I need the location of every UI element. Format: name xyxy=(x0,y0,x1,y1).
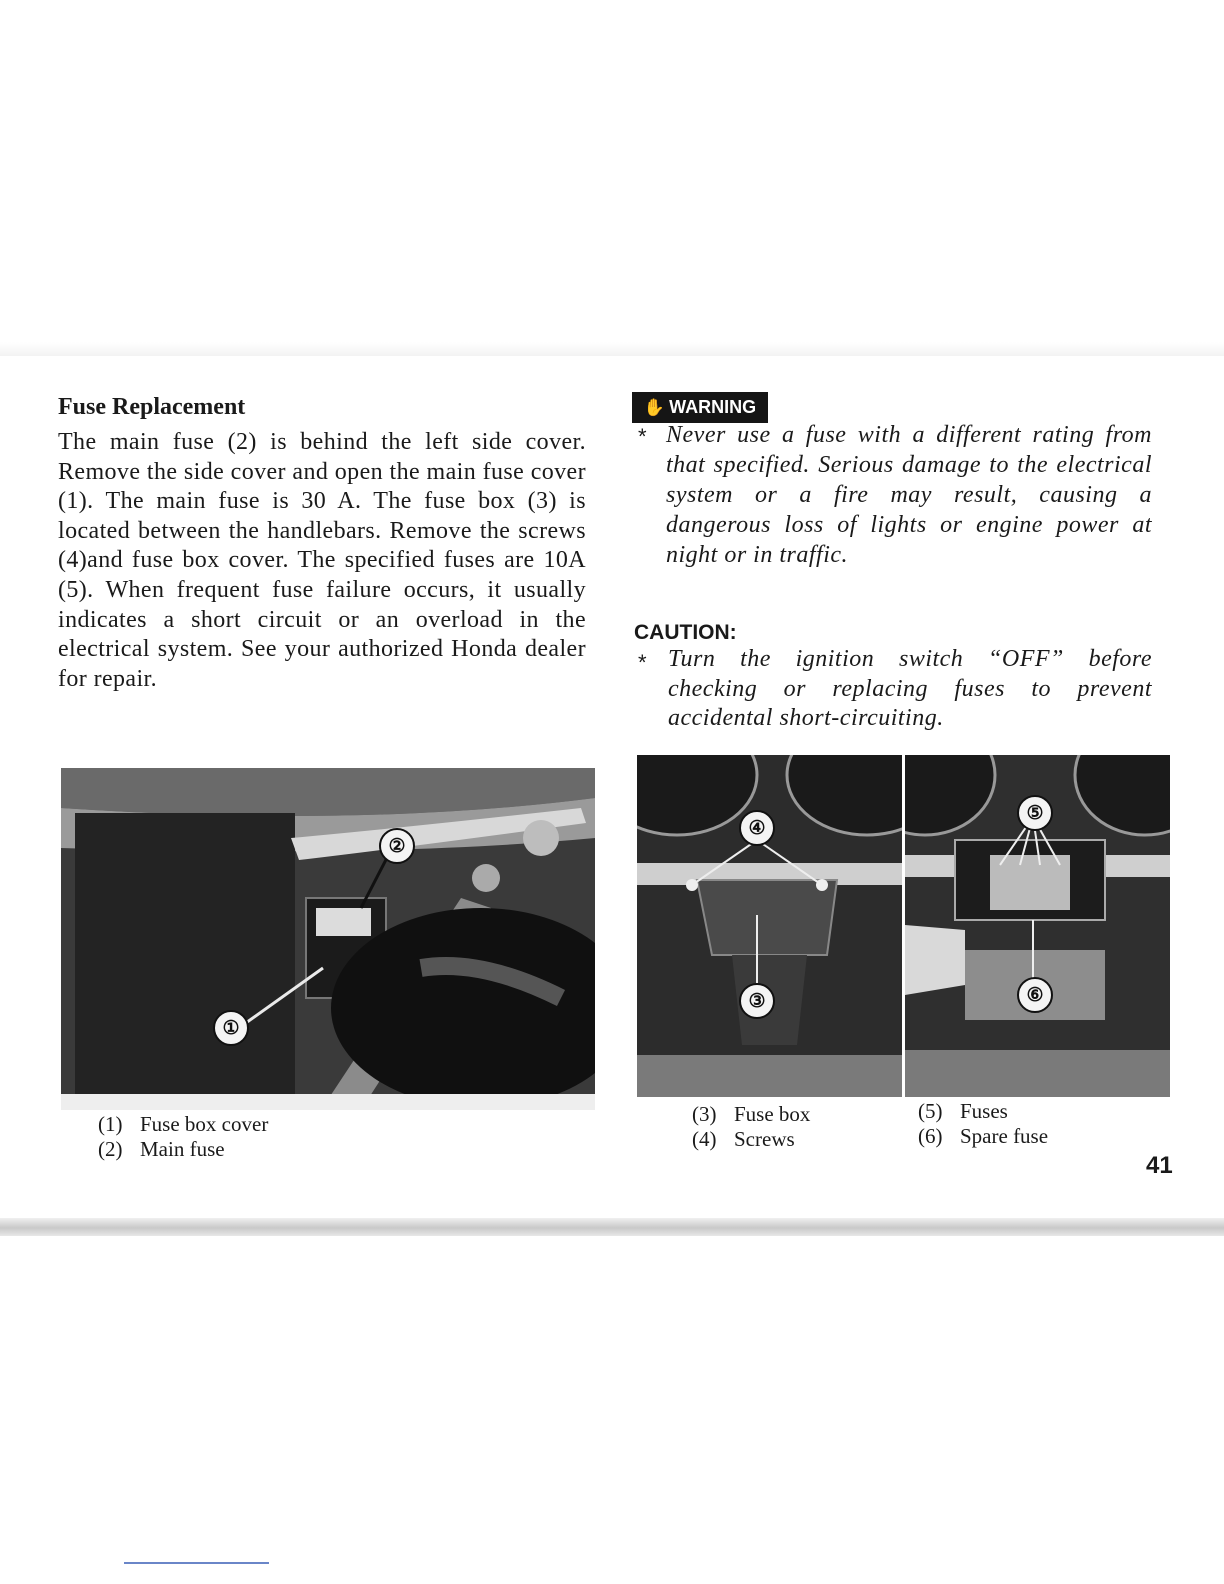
callout-3-icon: ③ xyxy=(739,983,775,1019)
callout-1-icon: ① xyxy=(213,1010,249,1046)
caption-number: (2) xyxy=(98,1137,123,1161)
warning-bullet: * xyxy=(638,424,647,449)
open-fuse-box-photo xyxy=(905,755,1170,1097)
callout-2-icon: ② xyxy=(379,828,415,864)
callout-5-icon: ⑤ xyxy=(1017,795,1053,831)
scan-edge-shadow xyxy=(0,342,1224,356)
main-fuse-photo xyxy=(61,768,595,1110)
caution-bullet: * xyxy=(638,650,647,675)
caution-text: Turn the ignition switch “OFF” before checking or replacing fuses to prevent accidental short-circuiting. xyxy=(668,646,1152,731)
fuse-box-photo-art xyxy=(637,755,902,1097)
caption-number: (1) xyxy=(98,1112,123,1136)
caption-number: (3) xyxy=(692,1102,717,1126)
fuse-box-photo xyxy=(637,755,902,1097)
page-bottom-edge xyxy=(0,1218,1224,1236)
main-fuse-photo-art xyxy=(61,768,595,1110)
caption-item xyxy=(692,1102,810,1127)
caption-text: Fuse box cover xyxy=(140,1112,269,1136)
section-heading: Fuse Replacement xyxy=(58,394,246,420)
caption-number: (6) xyxy=(918,1124,943,1148)
callout-6-icon: ⑥ xyxy=(1017,977,1053,1013)
caption-text: Fuses xyxy=(960,1099,1008,1123)
caption-item xyxy=(918,1124,1048,1149)
caption-text: Fuse box xyxy=(734,1102,811,1126)
warning-label: WARNING xyxy=(669,397,757,417)
hand-warning-icon: ✋ xyxy=(643,397,666,417)
bottom-rule xyxy=(124,1562,269,1564)
caption-number: (5) xyxy=(918,1099,943,1123)
caption-item xyxy=(918,1099,1008,1124)
caption-item xyxy=(692,1127,795,1152)
warning-badge xyxy=(632,392,768,423)
caption-number: (4) xyxy=(692,1127,717,1151)
caution-title: CAUTION: xyxy=(634,621,737,644)
body-paragraph: The main fuse (2) is behind the left side cover. Remove the side cover and open the main fuse cover (1). The main fuse is 30 A. The fuse box (3) is located between the handlebars. Remove the screws (4)and fuse box cover. The specified fuses are 10A (5). When frequent fuse failure occurs, it usually indicates a short circuit or an overload in the electrical system. See your authorized Honda dealer for repair. xyxy=(58,429,586,692)
warning-text: Never use a fuse with a different rating from that specified. Serious damage to the electrical system or a fire may result, causing a dangerous loss of lights or engine power at night or in traffic. xyxy=(666,422,1152,568)
callout-4-icon: ④ xyxy=(739,810,775,846)
caption-text: Spare fuse xyxy=(960,1124,1049,1148)
caption-text: Main fuse xyxy=(140,1137,225,1161)
caption-item xyxy=(98,1137,225,1162)
page-number: 41 xyxy=(1146,1152,1173,1179)
caption-item xyxy=(98,1112,268,1137)
caption-text: Screws xyxy=(734,1127,795,1151)
